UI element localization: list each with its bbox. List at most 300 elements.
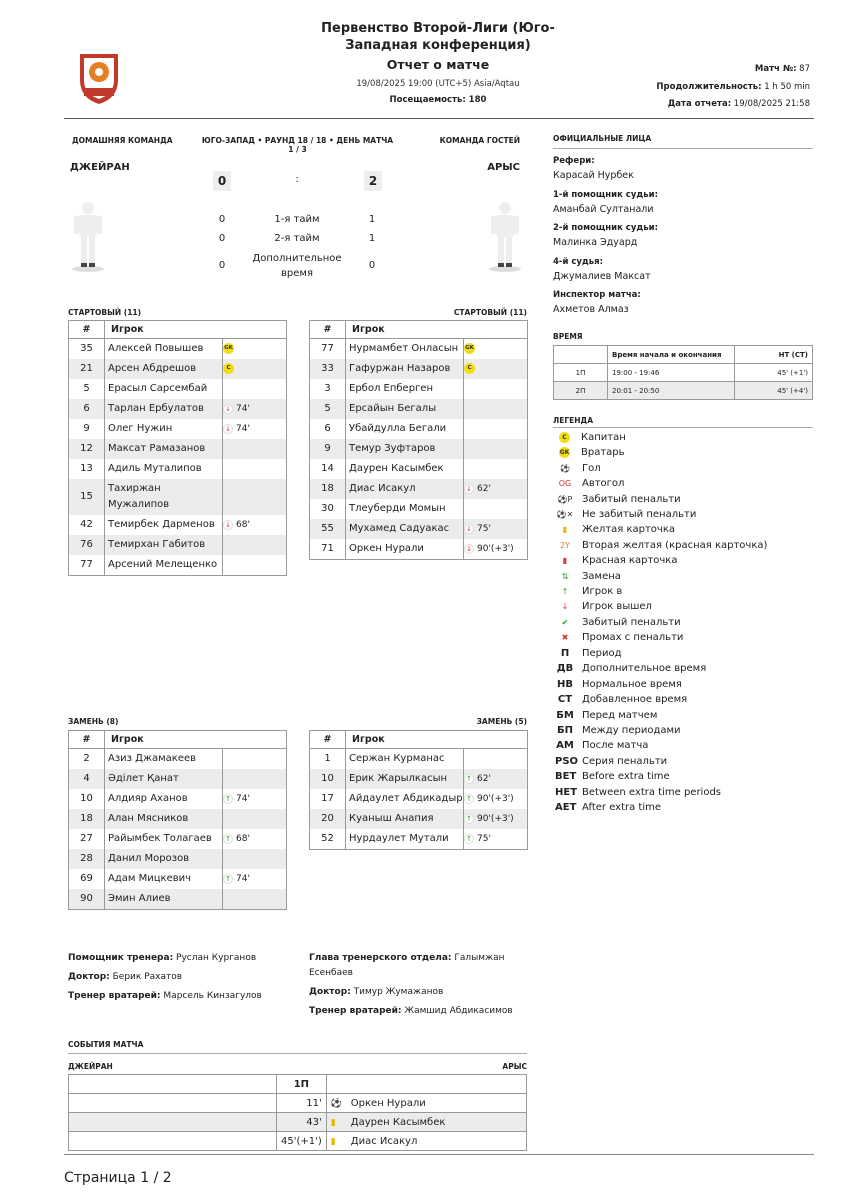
player-number: 10 (310, 769, 346, 789)
report-date: Дата отчета: 19/08/2025 21:58 (667, 99, 810, 109)
legend-label: Серия пенальти (582, 755, 668, 767)
event-minute: 68' (236, 520, 250, 530)
player-event (464, 439, 528, 459)
event-minute: 90'(+3') (477, 544, 514, 554)
legend-label: Before extra time (582, 771, 670, 783)
et-label: Дополнительное время (252, 253, 342, 279)
staff-member (68, 951, 298, 966)
player-event (223, 439, 287, 459)
player-number: 90 (69, 889, 105, 910)
event-minute: 68' (236, 834, 250, 844)
p2-home: 0 (218, 233, 226, 244)
event-minute: 74' (236, 404, 250, 414)
event-minute: 74' (236, 424, 250, 434)
table-row (69, 849, 287, 869)
time-col-range: Время начала и окончания (608, 346, 735, 364)
player-name: Әділет Қанат (105, 769, 223, 789)
player-out-icon: ↓ (223, 404, 233, 414)
player-number: 76 (69, 535, 105, 555)
player-event (464, 809, 528, 829)
legend-abbr-item (555, 694, 687, 705)
table-row (69, 339, 287, 360)
player-name: Куаныш Анапия (346, 809, 464, 829)
legend-item (555, 524, 675, 535)
player-event (464, 459, 528, 479)
legend-item (555, 447, 625, 458)
legend-divider (553, 427, 813, 428)
player-name: Темирбек Дарменов (105, 515, 223, 535)
player-number: 1 (310, 749, 346, 770)
event-player: Оркен Нурали (350, 1097, 426, 1109)
event-minute: 75' (477, 834, 491, 844)
player-in-icon: ↑ (464, 794, 474, 804)
legend-abbr: AET (555, 802, 577, 813)
away-player-silhouette (487, 200, 523, 270)
away-starting-caption: СТАРТОВЫЙ (11) (453, 308, 527, 317)
event-minute: 43' (277, 1113, 327, 1132)
time-range: 19:00 - 19:46 (608, 364, 735, 382)
player-number: 27 (69, 829, 105, 849)
player-event (223, 789, 287, 809)
second-yellow-icon: 2Y (560, 540, 570, 550)
player-name: Тахиржан Мужалипов (105, 479, 223, 515)
player-name: Данил Морозов (105, 849, 223, 869)
legend-item (555, 478, 624, 489)
table-row (69, 379, 287, 399)
yellow-card-icon: ▮ (330, 1117, 336, 1128)
table-row (310, 439, 528, 459)
player-name: Тарлан Ербулатов (105, 399, 223, 419)
event-home-cell (69, 1113, 277, 1132)
report-subtitle: Отчет о матче (386, 57, 490, 72)
legend-abbr-item (555, 740, 648, 751)
player-event (223, 769, 287, 789)
player-event (223, 869, 287, 889)
player-name: Темур Зуфтаров (346, 439, 464, 459)
staff-name: Галымжан Есенбаев (309, 953, 505, 978)
p1-away: 1 (368, 214, 376, 225)
legend-abbr: BET (555, 771, 577, 783)
match-datetime: 19/08/2025 19:00 (UTC+5) Asia/Aqtau (356, 79, 520, 89)
staff-name: Руслан Курганов (176, 953, 257, 963)
table-row (310, 459, 528, 479)
officials-divider (553, 148, 813, 149)
player-event (223, 419, 287, 439)
event-player: Даурен Касымбек (350, 1116, 446, 1128)
legend-label: Автогол (582, 478, 625, 490)
event-away-cell (326, 1132, 526, 1151)
player-number: 12 (69, 439, 105, 459)
player-number: 35 (69, 339, 105, 360)
time-ht: 45' (+1') (735, 364, 813, 382)
legend-item (555, 463, 601, 474)
table-row (310, 789, 528, 809)
score-separator: : (295, 174, 299, 185)
player-event (223, 809, 287, 829)
player-in-icon: ↑ (223, 874, 233, 884)
legend-abbr-item (555, 663, 706, 674)
player-number: 77 (310, 339, 346, 360)
player-out-icon: ↓ (464, 544, 474, 554)
staff-name: Тимур Жумажанов (353, 987, 444, 997)
round-info: ЮГО-ЗАПАД • РАУНД 18 / 18 • ДЕНЬ МАТЧА 1 / 3 (201, 136, 394, 154)
legend-label: Дополнительное время (582, 663, 707, 675)
table-row (310, 769, 528, 789)
legend-label: Замена (582, 570, 621, 582)
player-event (223, 829, 287, 849)
legend-label: Игрок вышел (582, 601, 652, 613)
time-col-period (554, 346, 608, 364)
player-number: 15 (69, 479, 105, 515)
player-event (223, 479, 287, 515)
player-number: 4 (69, 769, 105, 789)
legend-label: Красная карточка (582, 555, 678, 567)
player-number: 20 (310, 809, 346, 829)
player-number: 33 (310, 359, 346, 379)
official-role: 4-й судья: (553, 256, 604, 267)
player-name: Сержан Курманас (346, 749, 464, 770)
legend-abbr: БМ (556, 709, 574, 721)
event-row (69, 1113, 527, 1132)
event-minute: 62' (477, 774, 491, 784)
player-number: 21 (69, 359, 105, 379)
player-number: 18 (69, 809, 105, 829)
event-minute: 75' (477, 524, 491, 534)
player-name: Максат Рамазанов (105, 439, 223, 459)
home-subs-caption: ЗАМЕНЬ (8) (68, 717, 119, 726)
player-name: Ербол Епберген (346, 379, 464, 399)
attendance: Посещаемость: 180 (389, 95, 487, 105)
player-name: Тлеуберди Момын (346, 499, 464, 519)
time-range: 20:01 - 20:50 (608, 382, 735, 400)
player-event (464, 479, 528, 499)
official-role: Инспектор матча: (553, 290, 641, 300)
table-row (69, 419, 287, 439)
substitution-icon: ⇅ (561, 571, 569, 581)
player-event (464, 829, 528, 850)
player-number: 55 (310, 519, 346, 539)
col-player: Игрок (346, 321, 528, 339)
player-name: Олег Нужин (105, 419, 223, 439)
staff-name: Жамшид Абдикасимов (404, 1006, 513, 1016)
staff-member (309, 951, 529, 981)
table-row (310, 539, 528, 560)
yellow-card-icon: ▮ (562, 525, 568, 535)
player-number: 2 (69, 749, 105, 770)
legend-item (555, 432, 626, 443)
table-row (69, 535, 287, 555)
player-in-icon: ↑ (223, 834, 233, 844)
table-row (310, 479, 528, 499)
player-event (223, 339, 287, 360)
staff-member (309, 1004, 529, 1019)
official-name: Аманбай Султанали (553, 203, 654, 215)
event-away-cell (326, 1094, 526, 1113)
home-score: 0 (213, 171, 231, 191)
red-card-icon: ▮ (562, 556, 568, 566)
staff-role: Помощник тренера: (68, 953, 174, 963)
table-row (310, 419, 528, 439)
table-row (69, 555, 287, 576)
player-out-icon: ↓ (561, 602, 569, 612)
home-player-silhouette (70, 200, 106, 270)
home-team-name: ДЖЕЙРАН (70, 162, 130, 173)
officials-caption: ОФИЦИАЛЬНЫЕ ЛИЦА (553, 134, 652, 143)
legend-item (555, 632, 683, 643)
staff-role: Тренер вратарей: (309, 1006, 402, 1016)
event-row (69, 1132, 527, 1151)
player-number: 18 (310, 479, 346, 499)
legend-caption: ЛЕГЕНДА (553, 416, 594, 425)
player-name: Адиль Муталипов (105, 459, 223, 479)
player-event (223, 849, 287, 869)
col-num: # (310, 731, 346, 749)
player-number: 6 (69, 399, 105, 419)
official-name: Ахметов Алмаз (553, 304, 629, 315)
player-number: 69 (69, 869, 105, 889)
event-minute: 74' (236, 794, 250, 804)
check-icon: ✔ (561, 617, 569, 627)
legend-item (555, 555, 677, 566)
player-name: Эмин Алиев (105, 889, 223, 910)
player-name: Алдияр Аханов (105, 789, 223, 809)
time-caption: ВРЕМЯ (553, 332, 583, 341)
legend-item (555, 586, 622, 597)
player-out-icon: ↓ (223, 424, 233, 434)
away-subs-table (309, 730, 528, 850)
player-event (223, 515, 287, 535)
player-out-icon: ↓ (223, 520, 233, 530)
official-name: Карасай Нурбек (553, 170, 634, 181)
footer-divider (64, 1154, 814, 1155)
player-name: Ерик Жарылкасын (346, 769, 464, 789)
events-caption: СОБЫТИЯ МАТЧА (68, 1040, 144, 1049)
p2-away: 1 (368, 233, 376, 244)
player-number: 5 (310, 399, 346, 419)
player-name: Мухамед Садуакас (346, 519, 464, 539)
staff-role: Глава тренерского отдела: (309, 953, 452, 963)
legend-label: Гол (582, 462, 601, 474)
player-in-icon: ↑ (464, 814, 474, 824)
legend-label: Промах с пенальти (582, 632, 684, 644)
player-event (464, 749, 528, 770)
legend-abbr-item (555, 725, 681, 736)
table-row (310, 519, 528, 539)
report-title: Первенство Второй-Лиги (Юго-Западная конференция) (321, 21, 555, 53)
table-row (69, 749, 287, 770)
page-number: Страница 1 / 2 (64, 1170, 172, 1186)
captain-icon: C (223, 363, 234, 374)
events-divider (68, 1053, 527, 1054)
table-row (310, 829, 528, 850)
player-number: 14 (310, 459, 346, 479)
player-name: Арсен Абдрешов (105, 359, 223, 379)
player-event (464, 519, 528, 539)
col-player: Игрок (105, 321, 287, 339)
staff-name: Берик Рахатов (112, 972, 183, 982)
staff-role: Доктор: (68, 972, 110, 982)
events-home: ДЖЕЙРАН (68, 1062, 113, 1071)
legend-item (555, 571, 621, 582)
player-name: Гафуржан Назаров (346, 359, 464, 379)
goal-icon: ⚽ (330, 1098, 342, 1109)
player-event (223, 359, 287, 379)
player-name: Нурдаулет Мутали (346, 829, 464, 850)
col-num: # (69, 321, 105, 339)
captain-icon: C (464, 363, 475, 374)
ev-home-head (69, 1075, 277, 1094)
player-name: Убайдулла Бегали (346, 419, 464, 439)
legend-label: После матча (582, 740, 649, 752)
table-row (69, 889, 287, 910)
events-away: АРЫС (502, 1062, 527, 1071)
p1-label: 1-я тайм (274, 214, 320, 225)
legend-item (555, 540, 767, 551)
event-home-cell (69, 1094, 277, 1113)
legend-item (555, 494, 681, 505)
legend-label: Вторая желтая (красная карточка) (582, 539, 768, 551)
player-name: Адам Мицкевич (105, 869, 223, 889)
player-event (464, 419, 528, 439)
official-role: 2-й помощник судьи: (553, 223, 658, 233)
table-row (310, 359, 528, 379)
table-row (69, 459, 287, 479)
player-in-icon: ↑ (464, 834, 474, 844)
col-player: Игрок (105, 731, 287, 749)
legend-label: Забитый пенальти (582, 493, 681, 505)
player-event (223, 749, 287, 770)
col-num: # (69, 731, 105, 749)
penalty-missed-icon: ⚽✕ (556, 510, 574, 519)
match-number: Матч №: 87 (754, 64, 810, 74)
legend-abbr-item (555, 771, 670, 782)
player-number: 28 (69, 849, 105, 869)
time-period: 2П (554, 382, 608, 400)
player-in-icon: ↑ (561, 587, 569, 596)
legend-label: Игрок в (582, 586, 623, 597)
player-in-icon: ↑ (223, 794, 233, 804)
player-name: Диас Исакул (346, 479, 464, 499)
player-name: Райымбек Толагаев (105, 829, 223, 849)
table-row (310, 499, 528, 519)
away-subs-caption: ЗАМЕНЬ (5) (476, 717, 527, 726)
player-event (223, 459, 287, 479)
table-row (310, 339, 528, 360)
player-name: Алексей Повышев (105, 339, 223, 360)
legend-label: Между периодами (582, 725, 681, 736)
player-name: Оркен Нурали (346, 539, 464, 560)
player-name: Алан Мясников (105, 809, 223, 829)
away-starting-table (309, 320, 528, 560)
official-role: Рефери: (553, 156, 595, 166)
player-event (464, 789, 528, 809)
player-event (464, 359, 528, 379)
et-home: 0 (218, 260, 226, 271)
event-minute: 90'(+3') (477, 814, 514, 824)
table-row (310, 749, 528, 770)
legend-abbr-item (555, 756, 667, 767)
legend-abbr-item (555, 679, 682, 690)
legend-abbr: ДВ (556, 663, 574, 675)
player-number: 10 (69, 789, 105, 809)
p2-label: 2-я тайм (274, 233, 320, 244)
event-row (69, 1094, 527, 1113)
player-name: Ерсайын Бегалы (346, 399, 464, 419)
player-event (464, 769, 528, 789)
col-num: # (310, 321, 346, 339)
legend-abbr-item (555, 787, 721, 798)
own-goal-icon: OG (558, 479, 572, 489)
player-event (223, 379, 287, 399)
legend-label: Нормальное время (582, 678, 682, 690)
player-number: 3 (310, 379, 346, 399)
penalty-scored-icon: ⚽P (557, 494, 573, 504)
staff-role: Доктор: (309, 987, 351, 997)
event-away-cell (326, 1113, 526, 1132)
player-event (223, 555, 287, 576)
legend-abbr-item (555, 648, 622, 659)
player-number: 42 (69, 515, 105, 535)
away-score: 2 (364, 171, 382, 191)
event-minute: 45'(+1') (277, 1132, 327, 1151)
col-player: Игрок (346, 731, 528, 749)
legend-label: Between extra time periods (582, 786, 722, 798)
goalkeeper-icon: GK (223, 343, 234, 354)
official-name: Малинка Эдуард (553, 237, 638, 248)
legend-abbr: НВ (557, 678, 573, 690)
player-event (464, 499, 528, 519)
event-player: Диас Исакул (350, 1135, 418, 1147)
home-starting-table (68, 320, 287, 576)
event-minute: 90'(+3') (477, 794, 514, 804)
goalkeeper-icon: GK (559, 449, 570, 457)
player-number: 30 (310, 499, 346, 519)
table-row (69, 769, 287, 789)
legend-abbr-item (555, 710, 657, 721)
player-number: 52 (310, 829, 346, 850)
events-table (68, 1074, 527, 1151)
home-starting-caption: СТАРТОВЫЙ (11) (68, 308, 142, 317)
player-number: 9 (69, 419, 105, 439)
legend-label: Добавленное время (582, 694, 688, 706)
time-ht: 45' (+4') (735, 382, 813, 400)
et-away: 0 (368, 260, 376, 271)
legend-abbr-item (555, 802, 661, 813)
player-name: Нурмамбет Онласын (346, 339, 464, 360)
player-out-icon: ↓ (464, 484, 474, 494)
player-in-icon: ↑ (464, 774, 474, 784)
player-out-icon: ↓ (464, 524, 474, 534)
legend-item (555, 617, 681, 628)
legend-abbr: АМ (556, 740, 574, 752)
player-name: Азиз Джамакеев (105, 749, 223, 770)
legend-label: Период (582, 648, 622, 659)
home-caption: ДОМАШНЯЯ КОМАНДА (72, 136, 173, 145)
legend-item (555, 509, 696, 520)
player-name: Даурен Касымбек (346, 459, 464, 479)
away-caption: КОМАНДА ГОСТЕЙ (439, 136, 520, 145)
table-row (69, 869, 287, 889)
staff-member (68, 989, 298, 1004)
header-divider (64, 118, 814, 119)
legend-abbr: PSO (555, 755, 579, 767)
away-team-name: АРЫС (487, 162, 520, 173)
event-minute: 62' (477, 484, 491, 494)
legend-label: Перед матчем (582, 709, 658, 721)
captain-icon: C (559, 432, 570, 443)
table-row (310, 399, 528, 419)
legend-abbr: СТ (557, 694, 573, 706)
